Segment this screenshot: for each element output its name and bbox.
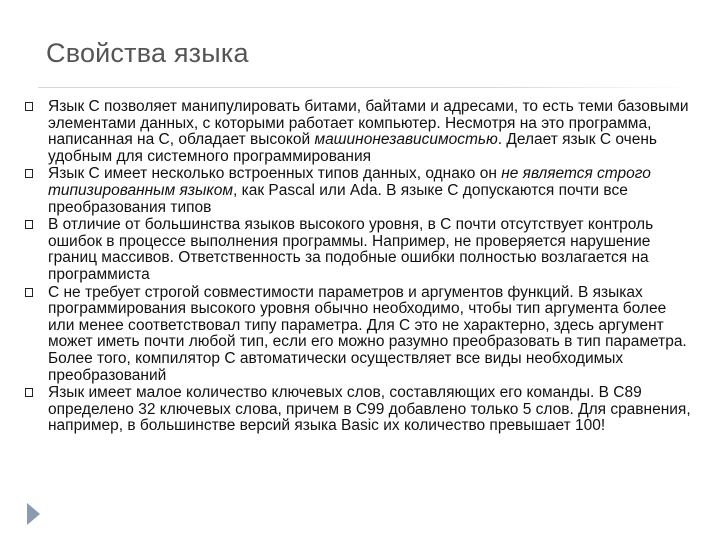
bullet-item	[24, 385, 694, 435]
italic-term: не является строго типизированным языком	[48, 165, 651, 199]
bullet-text: Язык имеет малое количество ключевых слов, составляющих его команды. В С89 определено 32 ключевых слова, причем в С99 добавлено только 5 слов. Для сравнения, например, в большинстве версий языка Basic их количество превышает 100!	[48, 384, 691, 435]
square-bullet-icon	[25, 220, 33, 229]
bullet-text: Язык С позволяет манипулировать битами, байтами и адресами, то есть теми базовыми элементами данных, с которыми работает компьютер. Несмотря на это программа, написанная на С, обладает высокой машинонезависимостью. Делает язык С очень удобным для системного программирования	[48, 98, 689, 165]
title-divider	[38, 87, 690, 88]
italic-term: машинонезависимостью	[314, 131, 498, 149]
triangle-arrow-icon	[27, 503, 40, 525]
slide-title: Свойства языка	[46, 38, 249, 68]
square-bullet-icon	[25, 388, 33, 397]
bullet-item	[24, 99, 694, 165]
bullet-item	[24, 166, 694, 216]
square-bullet-icon	[25, 102, 33, 111]
bullet-text: С не требует строгой совместимости параметров и аргументов функций. В языках программирования высокого уровня обычно необходимо, чтобы тип аргумента более или менее соответствовал типу параметра. Для С это не характерно, здесь аргумент может иметь почти любой тип, если его можно разумно преобразовать в тип параметра. Более того, компилятор С автоматически осуществляет все виды необходимых преобразований	[48, 283, 687, 384]
bullet-item	[24, 285, 694, 385]
square-bullet-icon	[25, 169, 33, 178]
bullet-text: В отличие от большинства языков высокого уровня, в С почти отсутствует контроль ошибок в процессе выполнения программы. Например, не проверяется нарушение границ массивов. Ответственность за подобные ошибки полностью возлагается на программиста	[48, 216, 654, 283]
bullet-list	[24, 99, 694, 435]
square-bullet-icon	[25, 288, 33, 297]
bullet-text: Язык С имеет несколько встроенных типов данных, однако он не является строго типизированным языком, как Pascal или Ada. В языке С допускаются почти все преобразования типов	[48, 165, 651, 216]
bullet-item	[24, 217, 694, 283]
